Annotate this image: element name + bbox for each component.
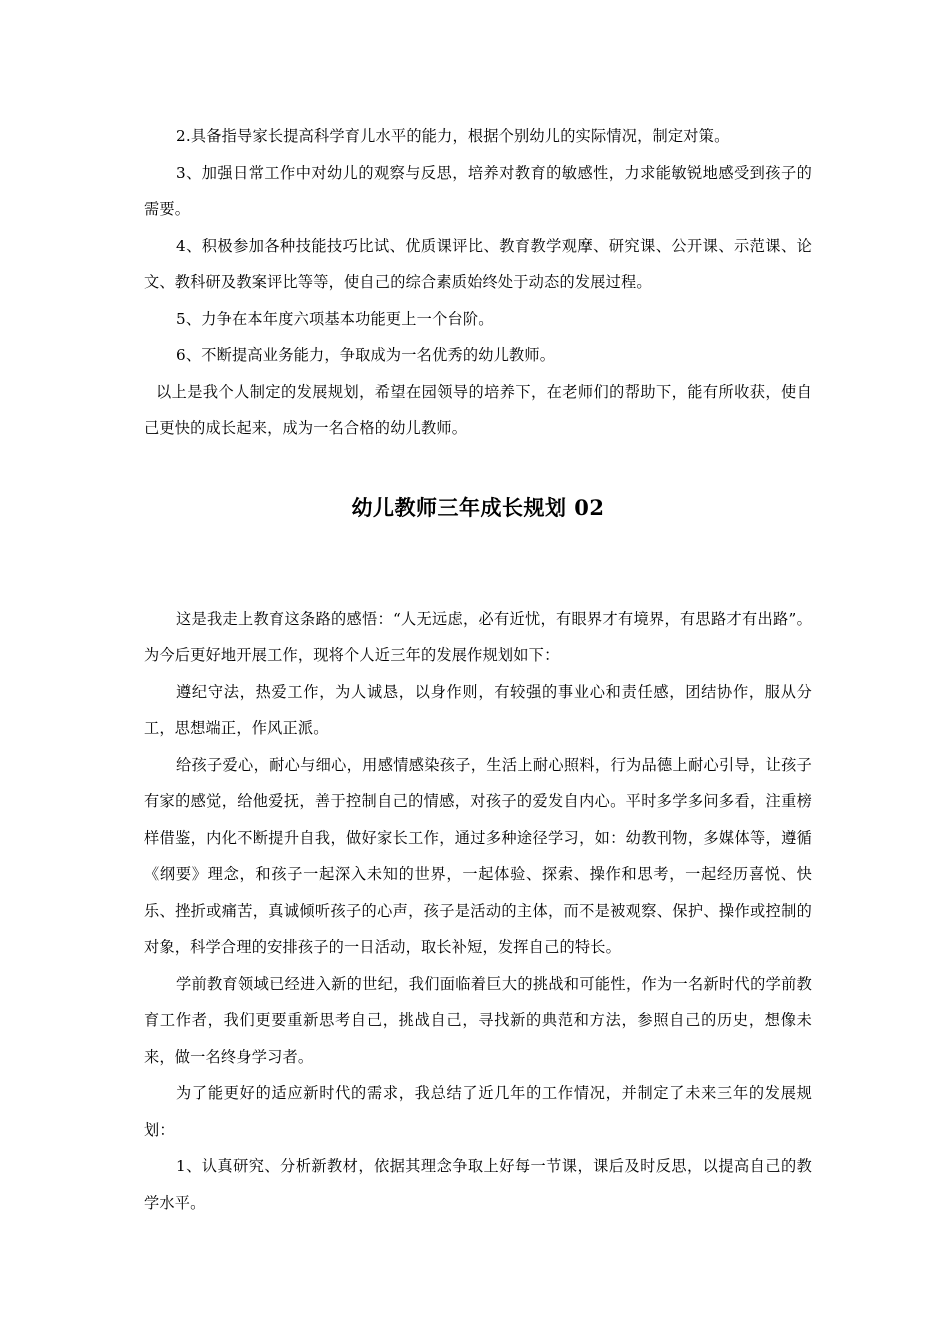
paragraph: 这是我走上教育这条路的感悟：“人无远虑，必有近忧，有眼界才有境界，有思路才有出路”。为今后更好地开展工作，现将个人近三年的发展作规划如下： (144, 609, 812, 664)
paragraph: 学前教育领域已经进入新的世纪，我们面临着巨大的挑战和可能性，作为一名新时代的学前教育工作者，我们更要重新思考自己，挑战自己，寻找新的典范和方法，参照自己的历史，想像未来，做一名终身学习者。 (144, 974, 812, 1066)
paragraph: 遵纪守法，热爱工作，为人诚恳，以身作则，有较强的事业心和责任感，团结协作，服从分工，思想端正，作风正派。 (144, 682, 812, 737)
paragraph: 以上是我个人制定的发展规划，希望在园领导的培养下，在老师们的帮助下，能有所收获，使自己更快的成长起来，成为一名合格的幼儿教师。 (144, 382, 812, 437)
document-body (144, 118, 812, 1221)
section-title: 幼儿教师三年成长规划 02 (351, 494, 605, 520)
paragraph: 1、认真研究、分析新教材，依据其理念争取上好每一节课，课后及时反思，以提高自己的教学水平。 (144, 1157, 812, 1212)
paragraph: 4、积极参加各种技能技巧比试、优质课评比、教育教学观摩、研究课、公开课、示范课、论文、教科研及教案评比等等，使自己的综合素质始终处于动态的发展过程。 (144, 236, 812, 291)
paragraph: 给孩子爱心，耐心与细心，用感情感染孩子，生活上耐心照料，行为品德上耐心引导，让孩子有家的感觉，给他爱抚，善于控制自己的情感，对孩子的爱发自内心。平时多学多问多看，注重榜样借鉴，内化不断提升自我，做好家长工作，通过多种途径学习，如：幼教刊物，多媒体等，遵循《纲要》理念，和孩子一起深入未知的世界，一起体验、探索、操作和思考，一起经历喜悦、快乐、挫折或痛苦，真诚倾听孩子的心声，孩子是活动的主体，而不是被观察、保护、操作或控制的对象，科学合理的安排孩子的一日活动，取长补短，发挥自己的特长。 (144, 755, 812, 956)
paragraph: 3、加强日常工作中对幼儿的观察与反思，培养对教育的敏感性，力求能敏锐地感受到孩子的需要。 (144, 163, 812, 218)
paragraph: 6、不断提高业务能力，争取成为一名优秀的幼儿教师。 (176, 346, 556, 364)
paragraph: 5、力争在本年度六项基本功能更上一个台阶。 (176, 309, 494, 328)
paragraph: 2.具备指导家长提高科学育儿水平的能力，根据个别幼儿的实际情况，制定对策。 (176, 127, 730, 145)
paragraph: 为了能更好的适应新时代的需求，我总结了近几年的工作情况，并制定了未来三年的发展规划： (144, 1084, 812, 1139)
